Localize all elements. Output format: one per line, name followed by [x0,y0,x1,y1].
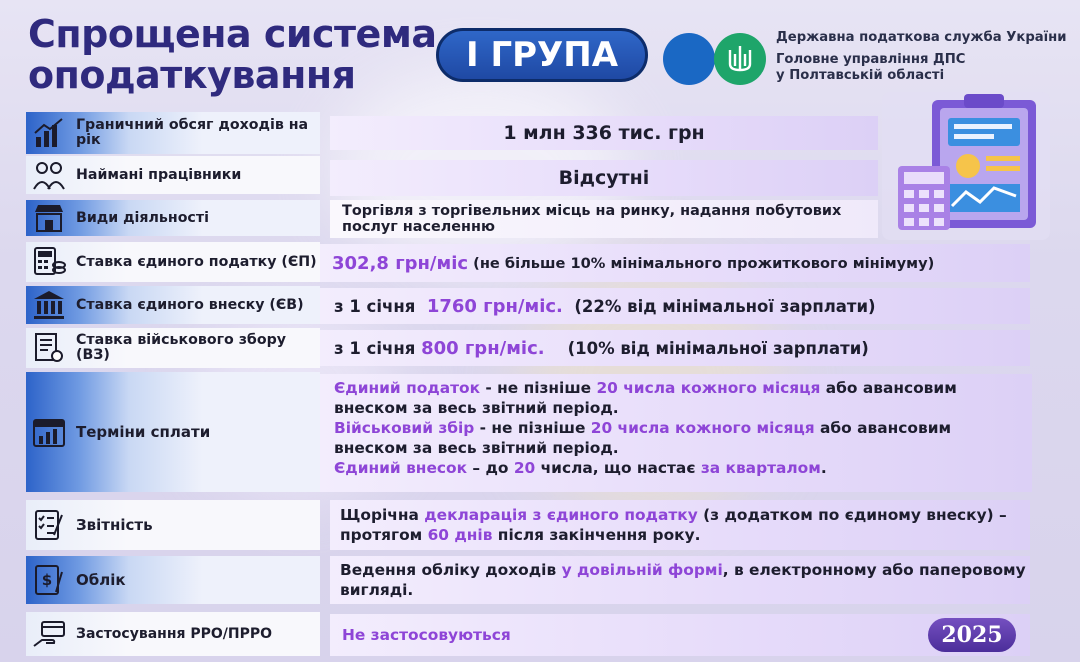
row-value-income-limit [330,116,878,150]
value-rest: (22% від мінімальної зарплати) [562,296,876,316]
row-value-military-levy [320,330,1030,366]
term-deadline: 20 [513,459,536,477]
text: Ведення обліку доходів [340,561,562,579]
label-text: Ставка єдиного податку (ЄП) [76,253,317,270]
value-text: Не застосовуються [342,626,511,644]
value-rest: (не більше 10% мінімального прожиткового мінімуму) [468,254,935,272]
row-label-single-tax [26,242,320,282]
bank-icon [26,286,72,324]
svg-text:$: $ [41,571,53,589]
title-line-1: Спрощена система [28,12,437,56]
row-value-payment-terms [320,374,1032,492]
group-badge: І ГРУПА [436,28,648,82]
title-line-2: оподаткування [28,53,356,97]
year-badge: 2025 [928,618,1016,652]
hand-card-icon [26,612,72,656]
label-text: Облік [76,570,126,589]
row-label-activities [26,200,320,236]
row-label-rro [26,612,320,656]
label-text: Види діяльності [76,209,209,226]
term-text: – до [467,459,514,477]
value-text: Відсутні [558,167,650,189]
text: (з додатком по єдиному внеску) – протягом [340,506,1007,544]
value-accent: 800 грн/міс. [421,337,545,359]
row-value-employees [330,160,878,196]
reporting-text [340,505,1030,545]
term-deadline: 20 числа кожного місяця [590,419,815,437]
value-pre: з 1 січня [334,338,422,358]
page-title [28,14,448,96]
accounting-text [340,560,1030,600]
text-accent: декларація з єдиного податку [424,506,698,524]
value-text: 1 млн 336 тис. грн [503,122,705,144]
trident-icon [714,33,766,85]
report-illustration [882,92,1050,240]
row-label-payment-terms [26,372,320,492]
row-value-accounting [330,556,1030,604]
money-doc-icon [26,556,72,604]
organization-name [776,30,1066,84]
term-name: Єдиний податок [334,379,481,397]
value-text: Торгівля з торгівельних місць на ринку, надання побутових послуг населенню [342,203,842,235]
row-label-reporting [26,500,320,550]
row-label-income-limit [26,112,320,154]
checklist-icon [26,500,72,550]
term-period: за кварталом [700,459,821,477]
people-icon [26,156,72,194]
row-value-single-contribution [320,288,1030,324]
term-text: . [820,459,827,477]
text: після закінчення року. [492,526,701,544]
term-text: - не пізніше [474,419,591,437]
document-stamp-icon [26,328,72,368]
label-text: Застосування РРО/ПРРО [76,625,273,642]
org-line-3: у Полтавській області [776,68,945,83]
value-pre: з 1 січня [334,296,427,316]
label-text: Ставка єдиного внеску (ЄВ) [76,296,304,313]
term-name: Єдиний внесок [334,459,468,477]
text: Щорічна [340,506,425,524]
term-single-contribution [334,458,1018,478]
value-rest: (10% від мінімальної зарплати) [544,338,869,358]
label-text: Терміни сплати [76,422,211,441]
term-deadline: 20 числа кожного місяця [596,379,821,397]
term-military-levy [334,418,1018,458]
label-text: Звітність [76,515,153,534]
label-text: Граничний обсяг доходів на рік [76,117,309,148]
term-text: або авансовим внеском за весь звітний період. [334,379,957,417]
shop-icon [26,200,72,236]
chart-money-icon [26,112,72,154]
term-text: або авансовим внеском за весь звітний період. [334,419,952,457]
calculator-icon [26,242,72,282]
row-label-employees [26,156,320,194]
text: , в електронному або паперовому вигляді. [340,561,1026,599]
row-label-military-levy [26,328,320,368]
term-name: Військовий збір [334,419,475,437]
label-text: Ставка військового збору (ВЗ) [76,332,286,363]
row-value-reporting [330,500,1030,550]
term-single-tax [334,378,1018,418]
row-value-single-tax [320,244,1030,282]
text-accent: 60 днів [427,526,493,544]
value-accent: 302,8 грн/міс [332,252,469,274]
term-text: числа, що настає [535,459,701,477]
row-value-activities [330,200,878,238]
dps-logo-circle [663,33,715,85]
value-accent: 1760 грн/міс. [426,295,563,317]
text-accent: у довільній формі [561,561,723,579]
row-value-rro [330,614,1030,656]
term-text: - не пізніше [480,379,597,397]
calendar-chart-icon [26,372,72,492]
label-text: Наймані працівники [76,166,242,183]
row-label-single-contribution [26,286,320,324]
row-label-accounting [26,556,320,604]
org-line-1: Державна податкова служба України [776,30,1067,45]
org-line-2: Головне управління ДПС [776,52,966,67]
